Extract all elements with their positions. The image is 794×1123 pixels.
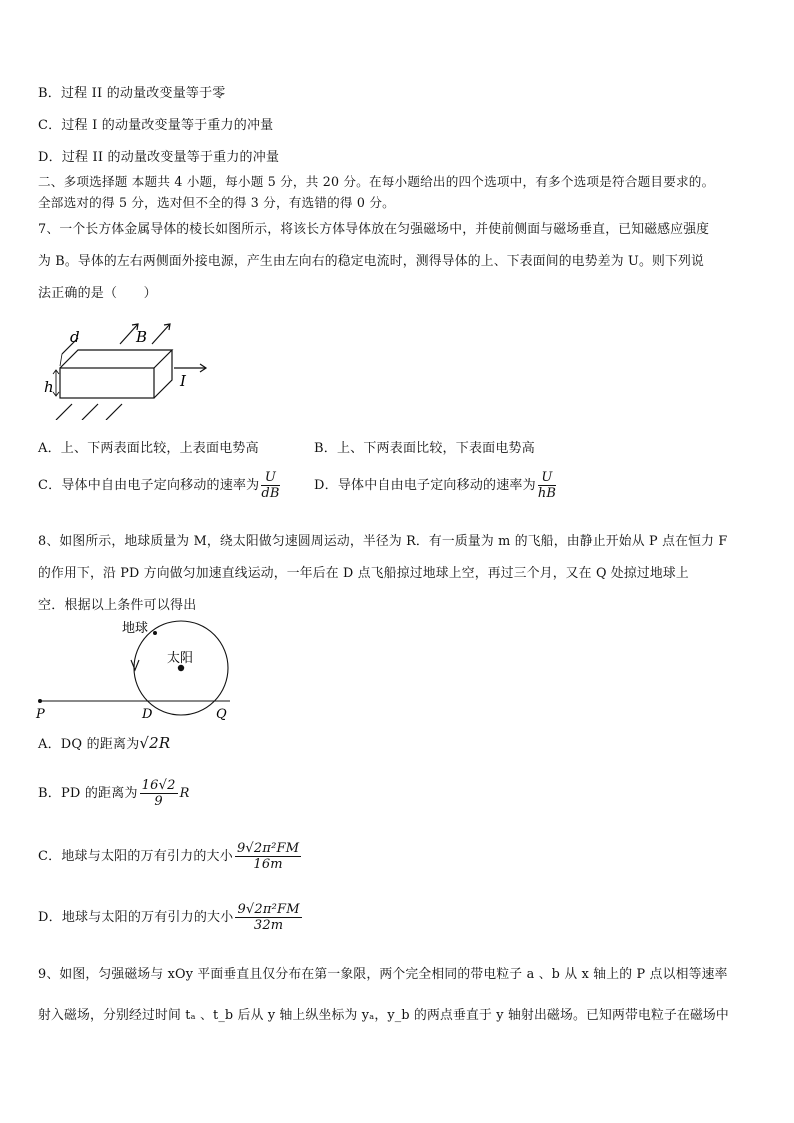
q8-orbit-figure: [30, 614, 250, 724]
q8-option-b-text: B．PD 的距离为: [38, 786, 138, 801]
q7-option-a: A．上、下两表面比较，上表面电势高: [38, 441, 259, 456]
section2-instructions-1: 二、多项选择题 本题共 4 小题，每小题 5 分，共 20 分。在每小题给出的四个选项中，有多个选项是符合题目要求的。: [38, 174, 715, 189]
box-front-face: [60, 368, 154, 398]
label-i: I: [180, 372, 186, 390]
q8-stem-2: 的作用下，沿 PD 方向做匀加速直线运动，一年后在 D 点飞船掠过地球上空，再过三个月，又在 Q 处掠过地球上: [38, 566, 689, 581]
q9-stem-1: 9、如图，匀强磁场与 xOy 平面垂直且仅分布在第一象限，两个完全相同的带电粒子 a 、b 从 x 轴上的 P 点以相等速率: [38, 967, 728, 982]
q8-option-a-expr: √2R: [139, 734, 171, 752]
earth-dot: [153, 631, 157, 635]
q6-option-b: B．过程 II 的动量改变量等于零: [38, 86, 226, 101]
q7-option-d-text: D．导体中自由电子定向移动的速率为: [314, 478, 536, 493]
label-d: d: [70, 328, 80, 346]
q7-conductor-figure: [40, 316, 210, 420]
q8-stem-1: 8、如图所示，地球质量为 M，绕太阳做匀速圆周运动，半径为 R．有一质量为 m 的飞船，由静止开始从 P 点在恒力 F: [38, 534, 728, 549]
q6-option-d: D．过程 II 的动量改变量等于重力的冲量: [38, 150, 280, 165]
label-sun: 太阳: [167, 651, 194, 666]
q8-option-d: [38, 902, 304, 933]
q7-option-d-fraction: $\frac{U}{hB}$: [537, 470, 557, 501]
q8-option-d-text: D．地球与太阳的万有引力的大小: [38, 910, 234, 925]
q8-option-c-fraction: $\frac{\text{9√2π²FM}}{16m}$: [236, 841, 300, 872]
q8-stem-3: 空．根据以上条件可以得出: [38, 598, 197, 613]
q9-stem-2: 射入磁场，分别经过时间 tₐ 、t_b 后从 y 轴上纵坐标为 yₐ，y_b 的两点垂直于 y 轴射出磁场。已知两带电粒子在磁场中: [38, 1008, 729, 1023]
label-q: Q: [216, 707, 227, 722]
q7-stem-3: 法正确的是（ ）: [38, 286, 157, 301]
q8-option-c: [38, 841, 303, 872]
q7-stem-1: 7、一个长方体金属导体的棱长如图所示，将该长方体导体放在匀强磁场中，并使前侧面与磁场垂直，已知磁感应强度: [38, 222, 710, 237]
section2-instructions-2: 全部选对的得 5 分，选对但不全的得 3 分，有选错的得 0 分。: [38, 195, 395, 210]
q8-option-b-fraction: $\frac{16√2}{9}$: [141, 778, 176, 809]
label-h: h: [44, 378, 54, 396]
label-d: D: [142, 707, 153, 722]
q7-stem-2: 为 B。导体的左右两侧面外接电源，产生由左向右的稳定电流时，测得导体的上、下表面间的电势差为 U。则下列说: [38, 254, 704, 269]
q8-option-c-text: C．地球与太阳的万有引力的大小: [38, 849, 233, 864]
q7-option-c-text: C．导体中自由电子定向移动的速率为: [38, 478, 260, 493]
q7-option-d: [314, 470, 558, 501]
label-p: P: [36, 707, 45, 722]
q7-option-b: B．上、下两表面比较，下表面电势高: [314, 441, 535, 456]
q6-option-c: C．过程 I 的动量改变量等于重力的冲量: [38, 118, 274, 133]
label-earth: 地球: [122, 621, 149, 636]
q8-option-b: B．PD 的距离为 $\frac{16√2}{9}$ R: [38, 778, 190, 809]
q8-option-a-text: A．DQ 的距离为: [38, 737, 140, 752]
q7-option-c: [38, 470, 282, 501]
q8-option-a: [38, 733, 170, 752]
q7-option-c-fraction: $\frac{U}{dB}$: [261, 470, 280, 501]
q8-option-d-fraction: $\frac{\text{9√2π²FM}}{32m}$: [237, 902, 300, 933]
label-b: B: [136, 328, 148, 346]
